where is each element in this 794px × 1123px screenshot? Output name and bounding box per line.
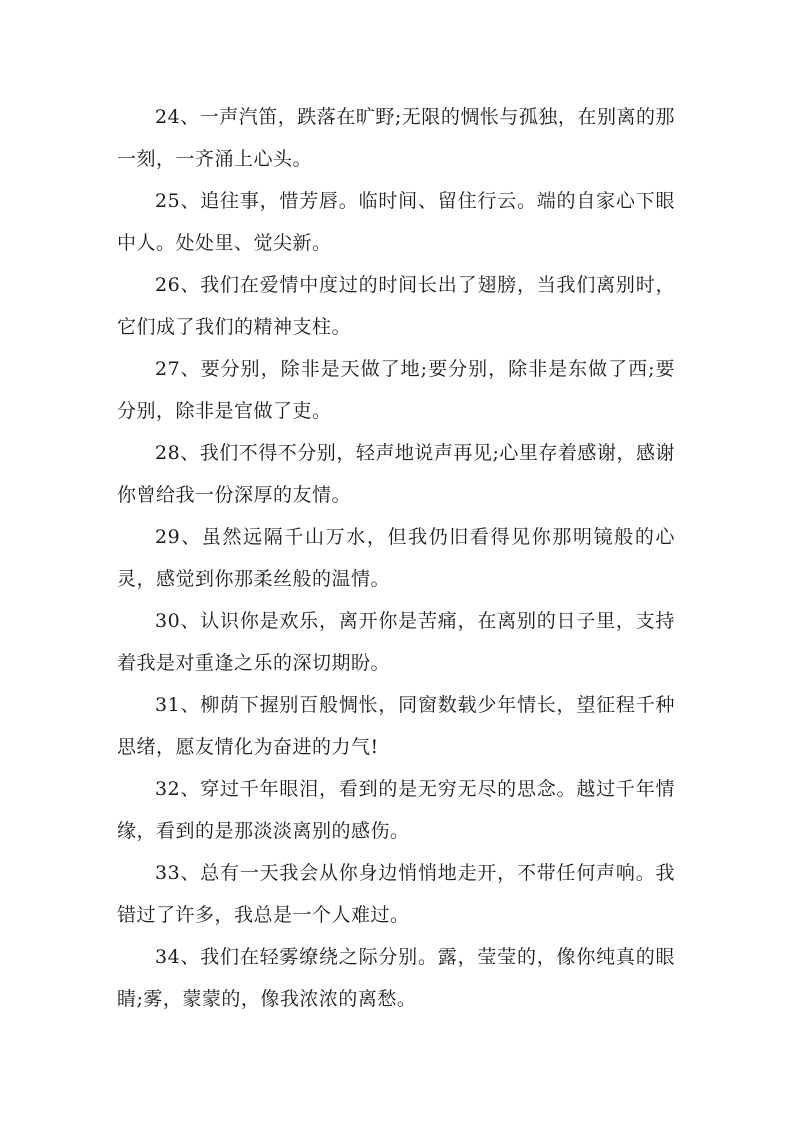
paragraph: 28、我们不得不分别，轻声地说声再见;心里存着感谢，感谢你曾给我一份深厚的友情。 (117, 442, 675, 506)
paragraph: 25、追往事，惜芳唇。临时间、留住行云。端的自家心下眼中人。处处里、觉尖新。 (117, 190, 675, 254)
paragraph: 30、认识你是欢乐，离开你是苦痛，在离别的日子里，支持着我是对重逢之乐的深切期盼。 (117, 610, 675, 674)
paragraph: 26、我们在爱情中度过的时间长出了翅膀，当我们离别时，它们成了我们的精神支柱。 (117, 274, 675, 338)
document-body (117, 96, 675, 1020)
paragraph: 24、一声汽笛，跌落在旷野;无限的惆怅与孤独，在别离的那一刻，一齐涌上心头。 (117, 106, 675, 170)
paragraph: 31、柳荫下握别百般惆怅，同窗数载少年情长，望征程千种思绪，愿友情化为奋进的力气! (117, 694, 675, 758)
paragraph: 33、总有一天我会从你身边悄悄地走开，不带任何声响。我错过了许多，我总是一个人难过。 (117, 862, 675, 926)
paragraph: 27、要分别，除非是天做了地;要分别，除非是东做了西;要分别，除非是官做了吏。 (117, 358, 675, 422)
paragraph: 32、穿过千年眼泪，看到的是无穷无尽的思念。越过千年情缘，看到的是那淡淡离别的感伤。 (117, 778, 675, 842)
paragraph: 34、我们在轻雾缭绕之际分别。露，莹莹的，像你纯真的眼睛;雾，蒙蒙的，像我浓浓的离愁。 (117, 946, 675, 1010)
paragraph: 29、虽然远隔千山万水，但我仍旧看得见你那明镜般的心灵，感觉到你那柔丝般的温情。 (117, 526, 675, 590)
